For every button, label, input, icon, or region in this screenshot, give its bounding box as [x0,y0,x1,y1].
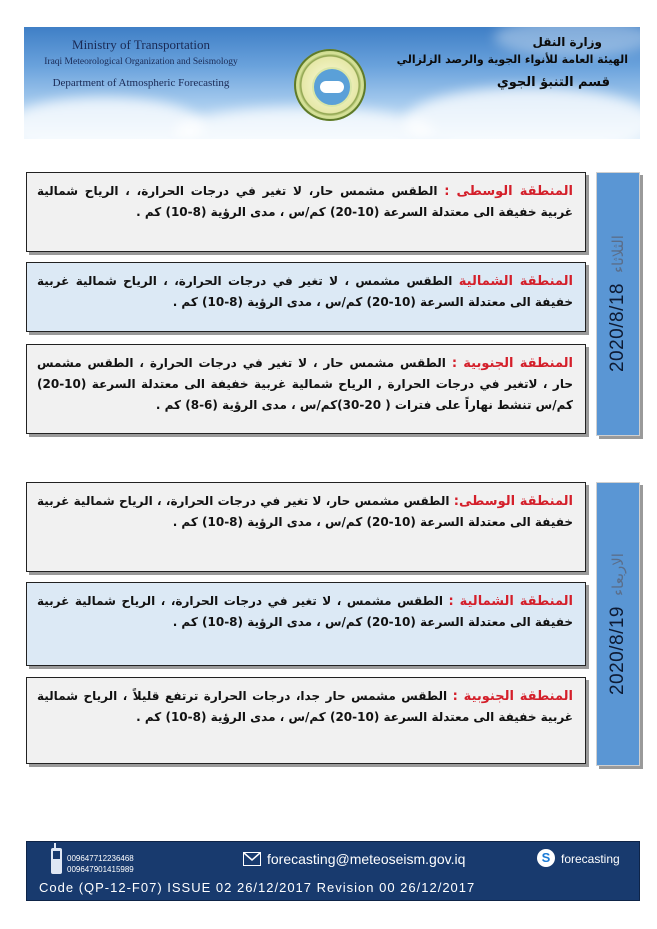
day-date: 2020/8/18 [607,283,628,373]
phone-numbers [67,853,134,875]
day-name: الاربعاء [609,552,627,596]
skype-icon: S [537,849,555,867]
mail-icon [243,852,261,866]
en-organization: Iraqi Meteorological Organization and Seismology [44,57,238,67]
region-text: الطقس مشمس حار، لا تغير في درجات الحرارة، ، الرياح شمالية غربية خفيفة الى معتدلة السرعة (10-20) كم/س ، مدى الرؤية (8-10) كم . [37,494,573,529]
header-banner [24,27,640,139]
region-label: المنطقة الشمالية [458,274,573,289]
region-text: الطقس مشمس حار ، لا تغير في درجات الحرارة ، الطقس مشمس حار ، لاتغير في درجات الحرارة , الرياح شمالية غربية خفيفة الى معتدلة السرعة (10-20) كم/س تنشط نهاراً على فترات ( 20-30)كم/س ، مدى الرؤية (6-8) كم . [37,356,573,412]
region-text: الطقس مشمس ، لا تغير في درجات الحرارة، ، الرياح شمالية غربية خفيفة الى معتدلة السرعة (10-20) كم/س ، مدى الرؤية (8-10) كم . [37,274,573,309]
phone-number: 009647712236468 [67,854,134,863]
region-text: الطقس مشمس حار، لا تغير في درجات الحرارة، ، الرياح شمالية غربية خفيفة الى معتدلة السرعة (10-20) كم/س ، مدى الرؤية (8-10) كم . [37,184,573,219]
region-label: المنطقة الجنوبية : [451,356,574,371]
region-text: الطقس مشمس حار جدا، درجات الحرارة ترتفع قليلاً ، الرياح شمالية غربية خفيفة الى معتدلة السرعة (10-20) كم/س ، مدى الرؤية (8-10) كم . [37,689,573,724]
day-name: الثلاثاء [609,235,627,274]
region-text: الطقس مشمس ، لا تغير في درجات الحرارة، ، الرياح شمالية غربية خفيفة الى معتدلة السرعة (10-20) كم/س ، مدى الرؤية (8-10) كم . [37,594,573,629]
en-department: Department of Atmospheric Forecasting [52,77,230,89]
forecast-south-day2 [26,677,586,764]
phone-number: 009647901415989 [67,865,134,874]
day-bar-tuesday [596,172,640,436]
phone-icon [51,848,62,874]
region-label: المنطقة الوسطى : [444,184,573,199]
email-link[interactable]: forecasting@meteoseism.gov.iq [267,851,466,867]
footer-contact-bar [26,841,640,901]
forecast-central-day1 [26,172,586,252]
day-date: 2020/8/19 [607,605,628,696]
forecast-north-day1 [26,262,586,332]
meteorology-logo-icon [294,49,366,121]
region-label: المنطقة الوسطى: [453,494,574,509]
document-code: Code (QP-12-F07) ISSUE 02 26/12/2017 Revision 00 26/12/2017 [39,880,476,895]
ar-organization: الهيئة العامة للأنواء الجوية والرصد الزلزالي [396,53,628,66]
region-label: المنطقة الجنوبية : [452,689,574,704]
region-label: المنطقة الشمالية : [448,594,574,609]
en-ministry: Ministry of Transportation [72,37,210,52]
ar-ministry: وزارة النقل [532,35,602,49]
ar-department: قسم التنبؤ الجوي [496,75,610,90]
skype-link[interactable]: forecasting [561,852,620,866]
day-bar-wednesday [596,482,640,766]
forecast-north-day2 [26,582,586,666]
forecast-south-day1 [26,344,586,434]
forecast-central-day2 [26,482,586,572]
